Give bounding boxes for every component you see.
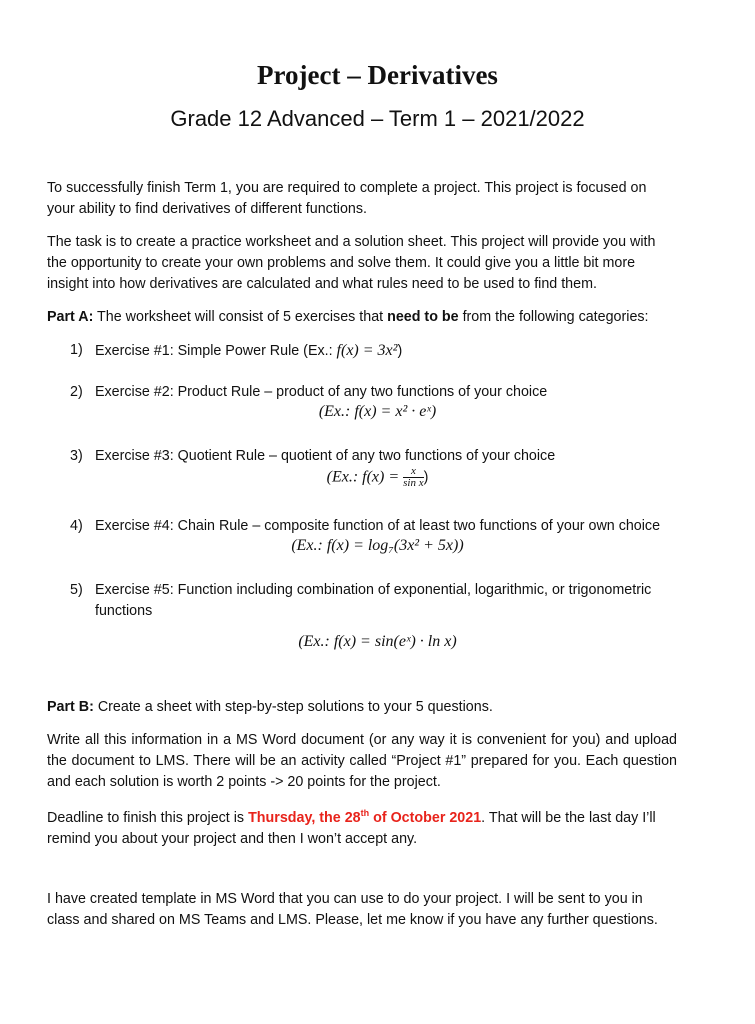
intro-paragraph-1: To successfully finish Term 1, you are required to complete a project. This project is focused on your ability to find derivatives of different functions.: [47, 180, 647, 217]
list-number: 2): [70, 384, 83, 400]
list-number: 3): [70, 448, 83, 464]
closing-paragraph: I have created template in MS Word that you can use to do your project. I will be sent to you in class and shared on MS Teams and LMS. Please, let me know if you have any further questions.: [47, 891, 658, 928]
intro-paragraph-2: The task is to create a practice worksheet and a solution sheet. This project will provide you with the opportunity to create your own problems and solve them. It could give you a little bit more insight into how derivatives are calculated and what rules need to be used to find them.: [47, 234, 656, 292]
part-b-paragraph: [47, 697, 677, 718]
part-a-paragraph: [47, 307, 677, 328]
part-a-label: Part A:: [47, 309, 94, 325]
exercise-example: [0, 633, 755, 651]
fraction-denominator: sin x: [403, 477, 424, 489]
deadline-date-day: Thursday, the 28: [248, 809, 361, 826]
part-b-text: Create a sheet with step-by-step solutions to your 5 questions.: [93, 699, 493, 715]
part-a-emphasis: need to be: [387, 309, 459, 325]
exercise-example-text: (Ex.: f(x) = sin(eˣ) · ln x): [298, 633, 457, 650]
exercise-example-text: (Ex.: f(x) = log₇(3x² + 5x)): [291, 537, 464, 554]
exercise-text: Exercise #3: Quotient Rule – quotient of any two functions of your choice: [95, 448, 556, 464]
exercise-example: [0, 537, 755, 555]
exercise-example-text: (Ex.: f(x) = x² · eˣ): [318, 403, 437, 420]
fraction-numerator: x: [403, 466, 423, 478]
deadline-date-suffix: th: [360, 808, 370, 818]
deadline-date: [248, 810, 481, 826]
exercise-example: [0, 466, 755, 489]
exercise-example-suffix: ): [423, 469, 429, 486]
instructions-paragraph: Write all this information in a MS Word document (or any way it is convenient for you) and upload the document to LMS. There will be an activity called “Project #1” prepared for you. Each question and each solution is worth 2 points -> 20 points for the project.: [47, 732, 677, 790]
deadline-date-month: of October 2021: [369, 809, 482, 826]
fraction: [403, 466, 423, 489]
deadline-paragraph: [47, 803, 677, 850]
list-number: 4): [70, 518, 83, 534]
list-number: 5): [70, 582, 83, 598]
exercise-example: f(x) = 3x²: [336, 342, 398, 359]
exercise-close-paren: ): [397, 343, 403, 359]
exercise-text: Exercise #4: Chain Rule – composite function of at least two functions of your own choice: [95, 518, 661, 534]
part-a-text-1: The worksheet will consist of 5 exercises that: [93, 309, 388, 325]
page-subtitle: Grade 12 Advanced – Term 1 – 2021/2022: [170, 106, 585, 131]
list-number: 1): [70, 342, 83, 358]
exercise-example: [0, 403, 755, 421]
page-title: Project – Derivatives: [257, 60, 498, 90]
exercise-text: Exercise #5: Function including combination of exponential, logarithmic, or trigonometric functions: [95, 582, 652, 619]
exercise-text: Exercise #2: Product Rule – product of any two functions of your choice: [95, 384, 548, 400]
deadline-prefix: Deadline to finish this project is: [47, 809, 249, 826]
exercise-example-prefix: (Ex.: f(x) =: [326, 468, 404, 486]
deadline-suffix: . That will be the last day I’ll remind you about your project and then I won’t accept any.: [47, 809, 656, 847]
part-b-label: Part B:: [47, 699, 94, 715]
exercise-text: Exercise #1: Simple Power Rule (Ex.:: [95, 343, 337, 359]
part-a-text-2: from the following categories:: [458, 309, 649, 325]
